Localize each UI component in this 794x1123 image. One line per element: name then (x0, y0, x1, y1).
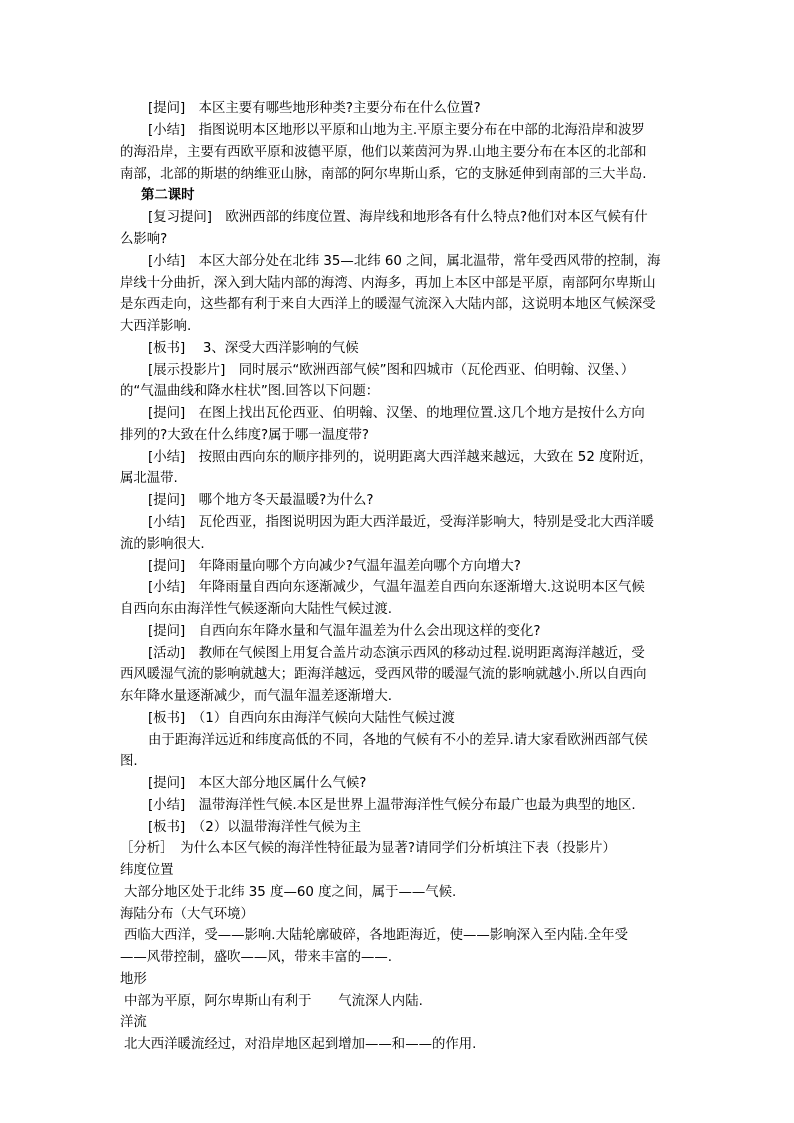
text-line: 南部，北部的斯堪的纳维亚山脉，南部的阿尔卑斯山系，它的支脉延伸到南部的三大半岛. (120, 167, 647, 182)
table-row-label: 地形 (120, 972, 147, 987)
text-line: [提问] 年降雨量向哪个方向减少?气温年温差向哪个方向增大? (148, 559, 521, 574)
text-line: 自西向东由海洋性气候逐渐向大陆性气候过渡. (120, 602, 393, 617)
text-line: 图. (120, 754, 138, 769)
text-line: 的“气温曲线和降水柱状”图.回答以下问题： (120, 384, 380, 399)
text-line: [板书] （2）以温带海洋性气候为主 (148, 820, 362, 835)
text-line: 大西洋影响. (120, 319, 192, 334)
text-line: 么影响? (120, 232, 168, 247)
text-line: [小结] 瓦伦西亚，指图说明因为距大西洋最近，受海洋影响大，特别是受北大西洋暖 (148, 515, 654, 530)
text-line: [提问] 本区大部分地区属什么气候? (148, 776, 367, 791)
text-line: [板书] 3、深受大西洋影响的气候 (148, 341, 359, 356)
text-line: [提问] 在图上找出瓦伦西亚、伯明翰、汉堡、的地理位置.这几个地方是按什么方向 (148, 406, 645, 421)
text-line: 西风暖湿气流的影响就越大；距海洋越远，受西风带的暖湿气流的影响就越小.所以自西向 (120, 667, 647, 682)
table-row-label: 海陆分布（大气环境） (120, 907, 254, 922)
text-line: [小结] 按照由西向东的顺序排列的，说明距离大西洋越来越远，大致在 52 度附近， (148, 450, 653, 465)
text-line: [复习提问] 欧洲西部的纬度位置、海岸线和地形各有什么特点?他们对本区气候有什 (148, 210, 648, 225)
table-row-label: 纬度位置 (120, 863, 174, 878)
text-line: [板书] （1）自西向东由海洋气候向大陆性气候过渡 (148, 711, 455, 726)
text-line: 的海沿岸，主要有西欧平原和波德平原，他们以莱茵河为界.山地主要分布在本区的北部和 (120, 145, 647, 160)
text-line: 流的影响很大. (120, 537, 205, 552)
text-line: [提问] 本区主要有哪些地形种类?主要分布在什么位置? (148, 101, 481, 116)
table-row-content: 中部为平原，阿尔卑斯山有利于 气流深人内陆. (124, 994, 423, 1009)
text-line: [小结] 年降雨量自西向东逐渐减少，气温年温差自西向东逐渐增大.这说明本区气候 (148, 580, 645, 595)
table-row-label: 洋流 (120, 1015, 147, 1030)
table-row-content: ——风带控制，盛吹——风，带来丰富的——. (120, 950, 393, 965)
text-line: 岸线十分曲折，深入到大陆内部的海湾、内海多，再加上本区中部是平原，南部阿尔卑斯山 (120, 276, 656, 291)
text-line: [小结] 本区大部分处在北纬 35—北纬 60 之间，属北温带，常年受西风带的控制，海 (148, 254, 661, 269)
text-line: [小结] 指图说明本区地形以平原和山地为主.平原主要分布在中部的北海沿岸和波罗 (148, 123, 645, 138)
text-line: [小结] 温带海洋性气候.本区是世界上温带海洋性气候分布最广也最为典型的地区. (148, 798, 636, 813)
text-line: [活动] 教师在气候图上用复合盖片动态演示西风的移动过程.说明距离海洋越近，受 (148, 646, 645, 661)
text-line: [提问] 哪个地方冬天最温暖?为什么? (148, 493, 374, 508)
text-line: [展示投影片] 同时展示“欧洲西部气候”图和四城市（瓦伦西亚、伯明翰、汉堡、） (148, 363, 635, 378)
table-row-content: 西临大西洋，受——影响.大陆轮廓破碎，各地距海近，使——影响深入至内陆.全年受 (124, 928, 628, 943)
text-line: [提问] 自西向东年降水量和气温年温差为什么会出现这样的变化? (148, 624, 541, 639)
text-line: 排列的?大致在什么纬度?属于哪一温度带? (120, 428, 369, 443)
table-row-content: 北大西洋暖流经过，对沿岸地区起到增加——和——的作用. (124, 1037, 477, 1052)
text-line: 东年降水量逐渐减少，而气温年温差逐渐增大. (120, 689, 393, 704)
text-line: 属北温带. (120, 471, 178, 486)
section-heading: 第二课时 (141, 188, 195, 203)
text-line: 是东西走向，这些都有利于来自大西洋上的暖湿气流深入大陆内部，这说明本地区气候深受 (120, 297, 656, 312)
text-line: ［分析］ 为什么本区气候的海洋性特征最为显著?请同学们分析填注下表（投影片） (120, 841, 616, 856)
text-line: 由于距海洋远近和纬度高低的不同，各地的气候有不小的差异.请大家看欧洲西部气侯 (148, 733, 648, 748)
table-row-content: 大部分地区处于北纬 35 度—60 度之间，属于——气候. (124, 885, 457, 900)
